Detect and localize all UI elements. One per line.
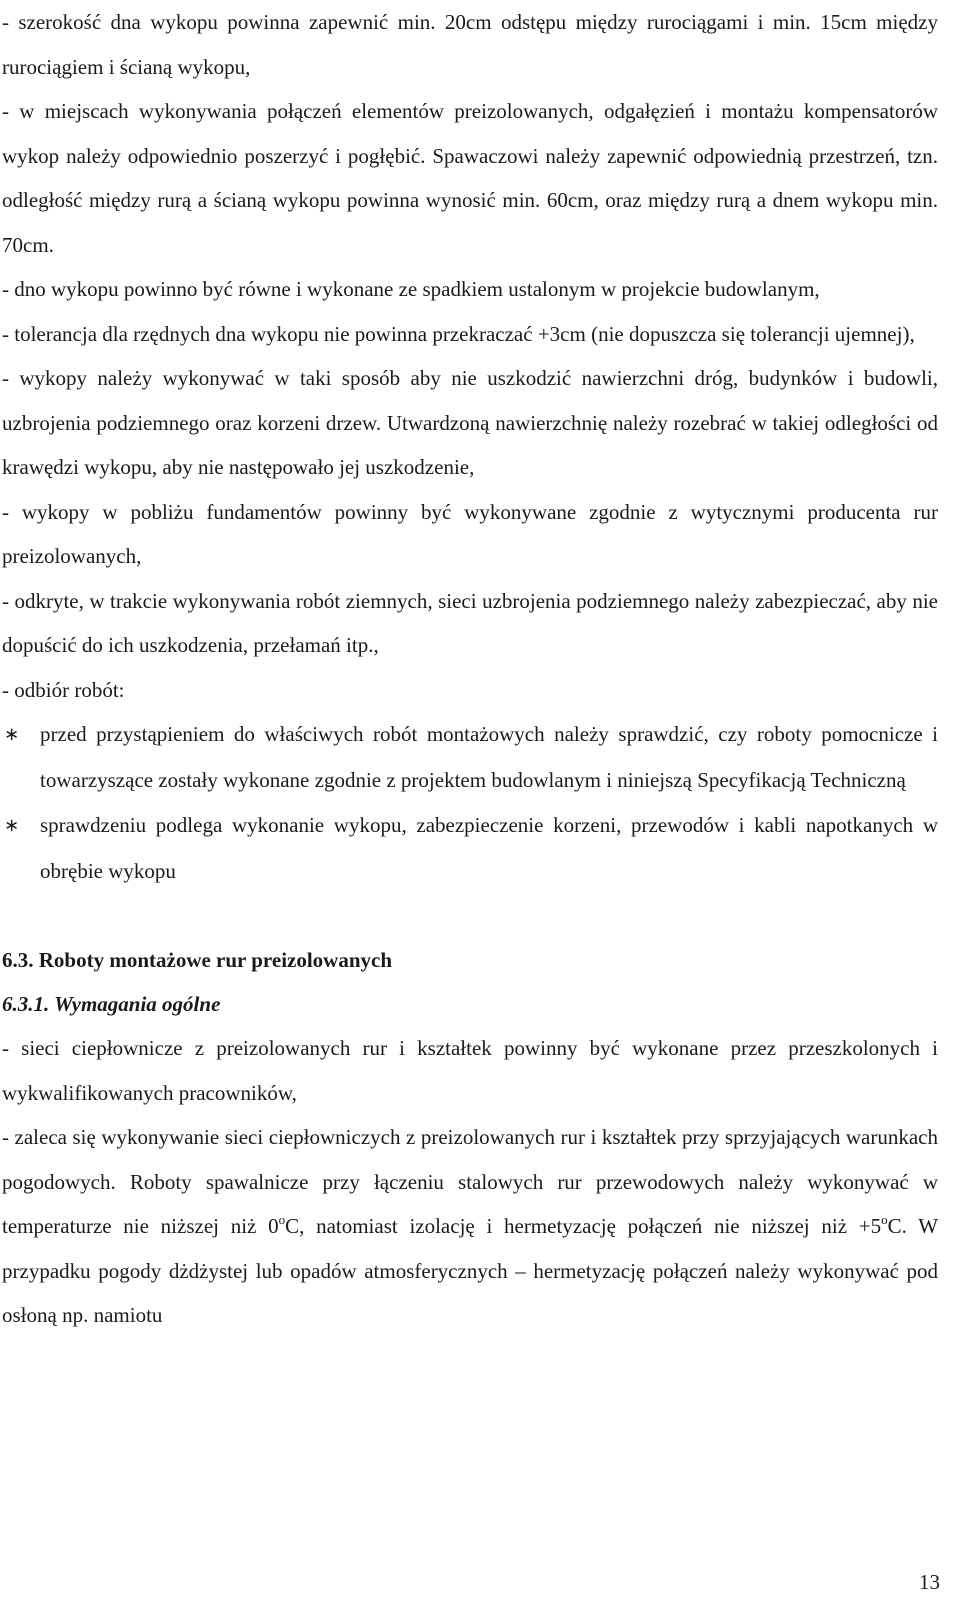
paragraph-utilities: - odkryte, w trakcie wykonywania robót ziemnych, sieci uzbrojenia podziemnego należy zabezpieczać, aby nie dopuścić do ich uszkodzenia, przełamań itp., — [2, 588, 938, 657]
list-item — [2, 712, 938, 803]
asterisk-bullet-icon: ∗ — [4, 724, 20, 745]
paragraph-excavation-method: - wykopy należy wykonywać w taki sposób aby nie uszkodzić nawierzchni dróg, budynków i budowli, uzbrojenia podziemnego oraz korzeni drzew. Utwardzoną nawierzchnię należy rozebrać w takiej odległości od krawędzi wykopu, aby nie następowało jej uszkodzenie, — [2, 366, 938, 479]
paragraph-trench-width: - szerokość dna wykopu powinna zapewnić min. 20cm odstępu między rurociągami i min. 15cm między rurociągiem i ścianą wykopu, — [2, 10, 938, 79]
asterisk-bullet-icon: ∗ — [4, 815, 20, 836]
paragraph-acceptance: - odbiór robót: — [2, 677, 125, 702]
paragraph-trench-bottom: - dno wykopu powinno być równe i wykonane ze spadkiem ustalonym w projekcie budowlanym, — [2, 277, 820, 301]
list-item — [2, 803, 938, 894]
paragraph-foundations: - wykopy w pobliżu fundamentów powinny być wykonywane zgodnie z wytycznymi producenta rur preizolowanych, — [2, 499, 938, 568]
paragraph-weather: - zaleca się wykonywanie sieci ciepłowniczych z preizolowanych rur i kształtek przy sprzyjających warunkach pogodowych. Roboty spawalnicze przy łączeniu stalowych rur przewodowych należy wykonywać w temperaturze nie niższej niż 0$^o$C, natomiast izolację i hermetyzację połączeń nie niższej niż $+5^oC$. W przypadku pogody dżdżystej lub opadów atmosferycznych – hermetyzację połączeń należy wykonywać pod osłoną np. namiotu — [2, 1125, 939, 1327]
section-heading: 6.3. Roboty montażowe rur preizolowanych — [2, 948, 393, 972]
spacer — [2, 894, 938, 938]
paragraph-tolerance: - tolerancja dla rzędnych dna wykopu nie powinna przekraczać +3cm (nie dopuszcza się tolerancji ujemnej), — [2, 321, 915, 346]
paragraph-trench-widening: - w miejscach wykonywania połączeń elementów preizolowanych, odgałęzień i montażu kompensatorów wykop należy odpowiednio poszerzyć i pogłębić. Spawaczowi należy zapewnić odpowiednią przestrzeń, tzn. odległość między rurą a ścianą wykopu powinna wynosić min. 60cm, oraz między rurą a dnem wykopu min. 70cm. — [2, 99, 938, 257]
star-item-text: przed przystąpieniem do właściwych robót montażowych należy sprawdzić, czy roboty pomocnicze i towarzyszące zostały wykonane zgodnie z projektem budowlanym i niniejszą Specyfikacją Techniczną — [40, 722, 938, 792]
star-item-text: sprawdzeniu podlega wykonanie wykopu, zabezpieczenie korzeni, przewodów i kabli napotkanych w obrębie wykopu — [40, 813, 938, 883]
paragraph-workers: - sieci ciepłownicze z preizolowanych rur i kształtek powinny być wykonane przez przeszkolonych i wykwalifikowanych pracowników, — [2, 1036, 938, 1105]
page-number: 13 — [919, 1570, 940, 1594]
document-page — [2, 0, 938, 1338]
subsection-heading: 6.3.1. Wymagania ogólne — [2, 992, 221, 1016]
